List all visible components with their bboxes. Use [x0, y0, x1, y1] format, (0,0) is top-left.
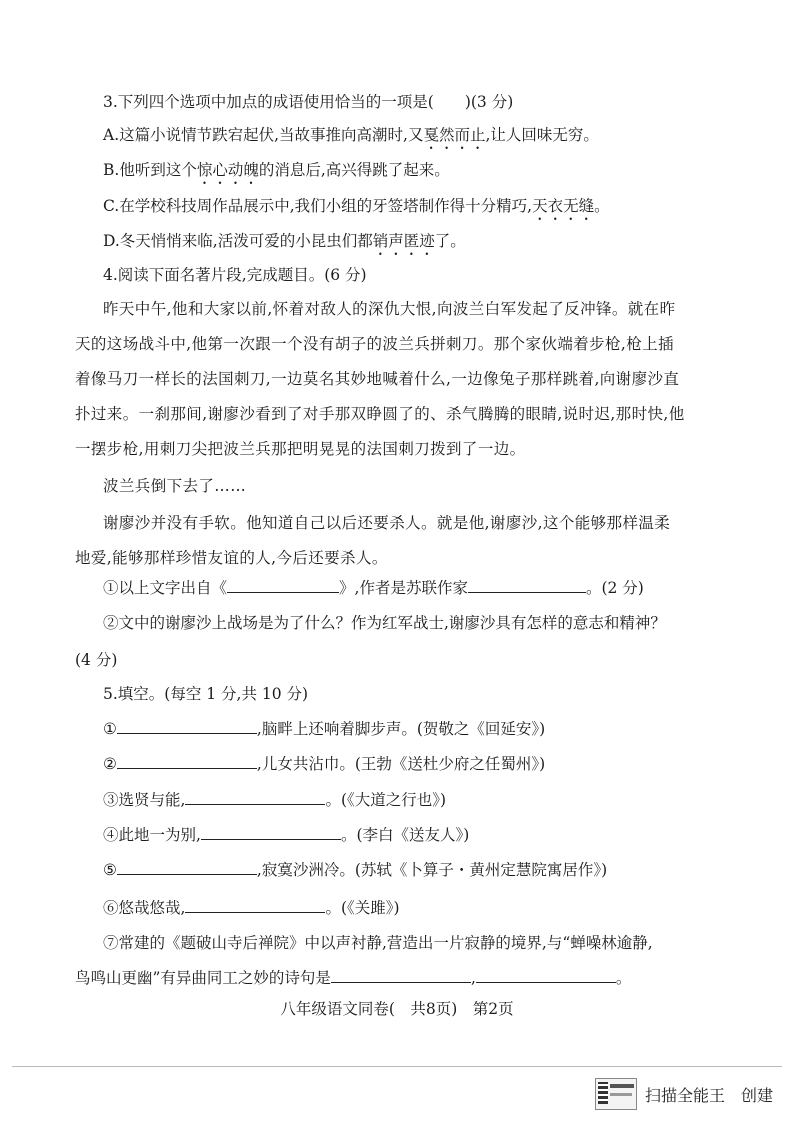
q3-option-c — [103, 196, 610, 224]
q4-stem: 4.阅读下面名著片段,完成题目。(6 分) — [103, 266, 367, 284]
q3-stem: 3.下列四个选项中加点的成语使用恰当的一项是( )(3 分) — [103, 93, 514, 111]
q3-c-text-end: 。 — [594, 197, 610, 215]
q3-a-idiom: 戛然而止 — [423, 126, 486, 144]
q5-item-1-number: ① — [103, 720, 117, 738]
q3-d-text-end: 了。 — [434, 232, 466, 250]
q3-c-idiom: 天衣无缝 — [532, 197, 595, 215]
camscanner-logo-icon — [595, 1078, 637, 1110]
q5-item-1 — [103, 719, 545, 739]
q5-item-4-source: 。(李白《送友人》) — [340, 826, 470, 844]
q3-option-b — [103, 160, 450, 188]
q5-item-6-text: ⑥悠哉悠哉, — [103, 899, 186, 917]
book-title-blank[interactable] — [227, 578, 339, 593]
q3-d-idiom: 销声匿迹 — [372, 232, 435, 250]
q5-item-7-comma: , — [470, 969, 476, 987]
q5-item-2 — [103, 754, 545, 774]
q5-item-4-blank[interactable] — [201, 825, 341, 840]
q5-item-3 — [103, 790, 446, 810]
q5-item-3-text: ③选贤与能, — [103, 791, 186, 809]
q4-sub1-text-mid: 》,作者是苏联作家 — [339, 579, 468, 597]
q4-sub-question-1 — [103, 578, 644, 598]
q5-item-7-blank-1[interactable] — [331, 968, 471, 983]
q5-item-7-line-1: ⑦常建的《题破山寺后禅院》中以声衬静,营造出一片寂静的境界,与“蝉噪林逾静, — [103, 934, 653, 952]
q4-sub-question-2: ②文中的谢廖沙上战场是为了什么？作为红军战士,谢廖沙具有怎样的意志和精神？ — [103, 614, 666, 632]
q5-item-3-blank[interactable] — [185, 790, 325, 805]
q5-item-2-blank[interactable] — [117, 754, 257, 769]
q3-d-text: D.冬天悄悄来临,活泼可爱的小昆虫们都 — [103, 232, 373, 250]
q5-item-5 — [103, 860, 607, 880]
scanner-watermark — [595, 1078, 773, 1110]
q3-a-text: A.这篇小说情节跌宕起伏,当故事推向高潮时,又 — [103, 126, 424, 144]
q5-item-5-blank[interactable] — [117, 860, 257, 875]
q4-sub2-score: (4 分) — [75, 651, 118, 669]
q5-item-7-text: 鸟鸣山更幽”有异曲同工之妙的诗句是 — [75, 969, 331, 987]
q3-option-d — [103, 231, 466, 259]
q5-item-7-line-2 — [75, 968, 631, 988]
q3-b-text: B.他听到这个 — [103, 161, 197, 179]
q4-passage-paragraph-1: 昨天中午,他和大家以前,怀着对敌人的深仇大恨,向波兰白军发起了反冲锋。就在昨天的这场战斗中,他第一次跟一个没有胡子的波兰兵拼刺刀。那个家伙端着步枪,枪上插着像马刀一样长的法国刺刀,一边莫名其妙地喊着什么,一边像兔子那样跳着,向谢廖沙直扑过来。一刹那间,谢廖沙看到了对手那双睁圆了的、杀气腾腾的眼睛,说时迟,那时快,他一摆步枪,用刺刀尖把波兰兵那把明晃晃的法国刺刀拨到了一边。 — [75, 300, 685, 458]
q5-item-1-blank[interactable] — [117, 719, 257, 734]
page-footer: 八年级语文同卷( 共8页) 第2页 — [280, 1000, 514, 1018]
q5-item-6-blank[interactable] — [185, 898, 325, 913]
q5-item-4 — [103, 825, 469, 845]
q5-item-6 — [103, 898, 400, 918]
q5-item-7-blank-2[interactable] — [476, 968, 616, 983]
q3-b-idiom: 惊心动魄 — [196, 161, 259, 179]
q4-sub1-text: ①以上文字出自《 — [103, 579, 228, 597]
q3-b-text-end: 的消息后,高兴得跳了起来。 — [258, 161, 450, 179]
q5-item-4-text: ④此地一为别, — [103, 826, 201, 844]
q5-item-6-source: 。(《关雎》) — [325, 899, 400, 917]
q5-item-1-text: ,脑畔上还响着脚步声。(贺敬之《回延安》) — [256, 720, 546, 738]
q3-a-text-end: ,让人回味无穷。 — [485, 126, 599, 144]
q5-item-3-source: 。(《大道之行也》) — [325, 791, 447, 809]
q4-sub1-score: 。(2 分) — [585, 579, 644, 597]
q4-passage-paragraph-3: 谢廖沙并没有手软。他知道自己以后还要杀人。就是他,谢廖沙,这个能够那样温柔地爱,能够那样珍惜友谊的人,今后还要杀人。 — [75, 514, 671, 567]
q5-item-7-end: 。 — [615, 969, 632, 987]
q5-item-2-number: ② — [103, 755, 117, 773]
q3-option-a — [103, 125, 599, 153]
q5-item-5-number: ⑤ — [103, 861, 117, 879]
q5-item-2-text: ,儿女共沾巾。(王勃《送杜少府之任蜀州》) — [256, 755, 546, 773]
author-blank[interactable] — [468, 578, 586, 593]
q5-stem: 5.填空。(每空 1 分,共 10 分) — [103, 685, 309, 703]
q5-item-5-text: ,寂寞沙洲冷。(苏轼《卜算子・黄州定慧院寓居作》) — [256, 861, 608, 879]
q4-passage-paragraph-2: 波兰兵倒下去了…… — [103, 477, 247, 495]
scanner-text: 扫描全能王 创建 — [645, 1085, 774, 1105]
q3-c-text: C.在学校科技周作品展示中,我们小组的牙签塔制作得十分精巧, — [103, 197, 533, 215]
scan-divider — [12, 1066, 782, 1067]
